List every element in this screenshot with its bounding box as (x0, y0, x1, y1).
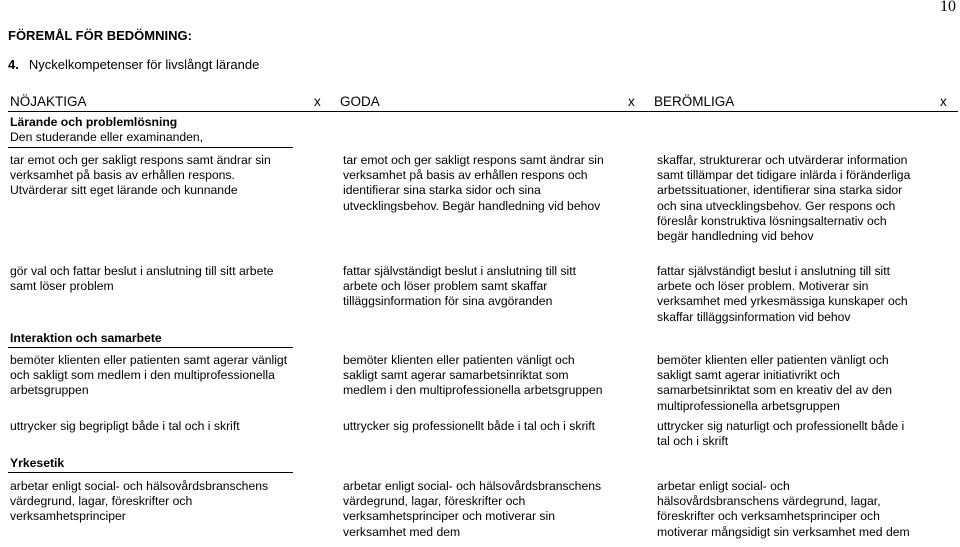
criterion-interaction-2-satisfactory: uttrycker sig begripligt både i tal och i skrift (10, 419, 240, 433)
header-mark-excellent: x (940, 94, 947, 109)
group-title-ethics: Yrkesetik (10, 456, 65, 470)
subsection-title: Nyckelkompetenser för livslångt lärande (28, 57, 260, 72)
criterion-learning-2-satisfactory: gör val och fattar beslut i anslutning till sitt arbete samt löser problem (10, 264, 274, 294)
criterion-interaction-1-satisfactory: bemöter klienten eller patienten samt agerar vänligt och sakligt som medlem i den multiprofessionella arbetsgruppen (10, 353, 288, 398)
criterion-ethics-1-excellent: arbetar enligt social- och hälsovårdsbranschens värdegrund, lagar, föreskrifter och verksamhetsprinciper och motiverar mångsidigt sin verksamhet med dem (657, 479, 910, 539)
group-title-interaction: Interaktion och samarbete (10, 331, 162, 345)
criterion-ethics-1-satisfactory: arbetar enligt social- och hälsovårdsbranschens värdegrund, lagar, föreskrifter och verksamhetsprinciper (10, 479, 269, 524)
criterion-learning-1-excellent: skaffar, strukturerar och utvärderar information samt tillämpar det tidigare inlärda i föränderliga arbetssituationer, identifierar sina starka sidor och sina utvecklingsbehov. Ger respons och föreslår konstruktiva lösningsalternativ och begär handledning vid behov (657, 153, 911, 244)
group-title-underline (8, 347, 293, 348)
criterion-interaction-2-good: uttrycker sig professionellt både i tal och i skrift (343, 419, 595, 433)
criterion-interaction-1-good: bemöter klienten eller patienten vänligt och sakligt samt agerar samarbetsinriktat som medlem i den multiprofessionella arbetsgruppen (343, 353, 603, 398)
header-mark-good: x (628, 94, 635, 109)
header-grade-good: GODA (340, 94, 380, 109)
criterion-interaction-1-excellent: bemöter klienten eller patienten vänligt och sakligt samt agerar initiativrikt och samarbetsinriktat som en kreativ del av den multiprofessionella arbetsgruppen (657, 353, 893, 413)
criterion-learning-2-good: fattar självständigt beslut i anslutning till sitt arbete och löser problem samt skaffar tilläggsinformation för sina avgöranden (343, 264, 577, 309)
criterion-learning-1-good: tar emot och ger sakligt respons samt ändrar sin verksamhet på basis av erhållen respons och identifierar sina starka sidor och sina utvecklingsbehov. Begär handledning vid behov (343, 153, 604, 213)
header-grade-excellent: BERÖMLIGA (654, 94, 735, 109)
group-intro: Den studerande eller examinanden, (10, 130, 204, 144)
subsection-heading (8, 57, 259, 72)
criterion-learning-2-excellent: fattar självständigt beslut i anslutning till sitt arbete och löser problem. Motiverar sin verksamhet med yrkesmässiga kunskaper och skaffar tilläggsinformation vid behov (657, 264, 908, 324)
grade-header-row (8, 93, 958, 112)
header-mark-satisfactory: x (314, 94, 321, 109)
group-title-underline (8, 147, 293, 148)
group-title-underline (8, 472, 293, 473)
group-title-learning: Lärande och problemlösning (10, 115, 178, 129)
criterion-interaction-2-excellent: uttrycker sig naturligt och professionellt både i tal och i skrift (657, 419, 905, 449)
page-number: 10 (940, 0, 956, 15)
header-grade-satisfactory: NÖJAKTIGA (10, 94, 87, 109)
criterion-learning-1-satisfactory: tar emot och ger sakligt respons samt ändrar sin verksamhet på basis av erhållen respons. Utvärderar sitt eget lärande och kunnande (10, 153, 271, 198)
subsection-number: 4. (8, 57, 19, 72)
section-title: FÖREMÅL FÖR BEDÖMNING: (8, 28, 192, 43)
criterion-ethics-1-good: arbetar enligt social- och hälsovårdsbranschens värdegrund, lagar, föreskrifter och verksamhetsprinciper och motiverar sin verksamhet med dem (343, 479, 602, 539)
